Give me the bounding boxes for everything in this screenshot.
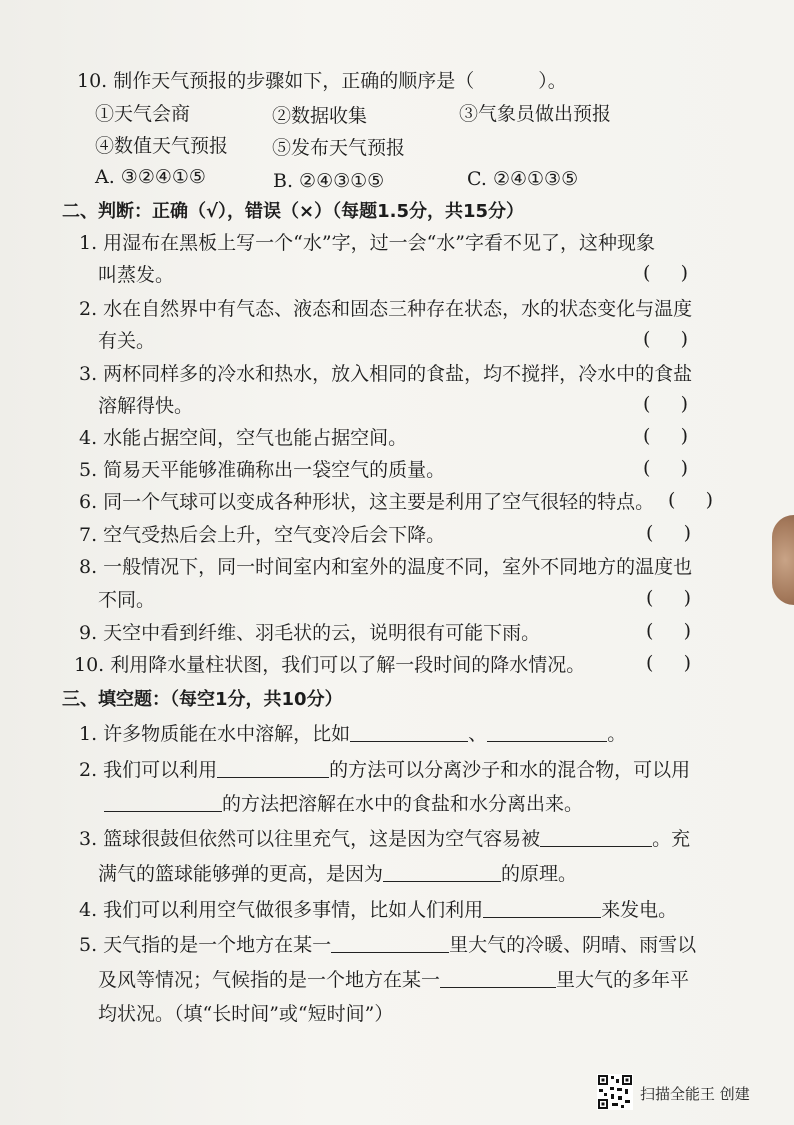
s3-q3-text-a: 3. 篮球很鼓但依然可以往里充气，这是因为空气容易被	[79, 828, 541, 850]
s3-q2-blank-1[interactable]	[217, 757, 329, 778]
s3-q2-line2	[104, 791, 583, 817]
s3-q5-blank-2[interactable]	[440, 967, 556, 988]
s2-q3-answer[interactable]: ( )	[643, 393, 689, 415]
s3-q2-text-a: 2. 我们可以利用	[79, 759, 218, 781]
q10-stem-text: 10. 制作天气预报的步骤如下，正确的顺序是（	[77, 70, 475, 92]
s2-q5-text: 5. 简易天平能够准确称出一袋空气的质量。	[79, 459, 446, 481]
s3-q2-text-c: 的方法把溶解在水中的食盐和水分离出来。	[222, 793, 584, 815]
s3-q4-blank-1[interactable]	[483, 897, 601, 918]
qr-code-icon	[597, 1074, 633, 1110]
s3-q4	[79, 897, 677, 923]
s3-q3-text-d: 的原理。	[501, 863, 578, 885]
q10-item-5: ⑤发布天气预报	[272, 137, 406, 159]
q10-stem	[77, 68, 567, 94]
section3-heading: 三、填空题：（每空1分，共10分）	[62, 689, 343, 710]
s3-q3-line2	[98, 861, 577, 887]
s3-q5-text-d: 里大气的多年平	[556, 969, 690, 991]
s2-q8-answer[interactable]: ( )	[646, 587, 692, 609]
s2-q2-line2: 有关。	[98, 330, 156, 352]
s3-q5-text-a: 5. 天气指的是一个地方在某一	[79, 934, 332, 956]
s2-q2-line1: 2. 水在自然界中有气态、液态和固态三种存在状态，水的状态变化与温度	[79, 298, 693, 320]
s3-q1-text-b: 、	[468, 723, 488, 745]
s2-q7-answer[interactable]: ( )	[646, 522, 692, 544]
s3-q3-text-c: 满气的篮球能够弹的更高，是因为	[98, 863, 384, 885]
s2-q8-line2: 不同。	[98, 589, 156, 611]
q10-item-4: ④数值天气预报	[95, 135, 229, 157]
s2-q3-line2: 溶解得快。	[98, 395, 194, 417]
s2-q6-answer[interactable]: ( )	[668, 489, 714, 511]
s3-q1-blank-1[interactable]	[350, 721, 468, 742]
s2-q1-line1: 1. 用湿布在黑板上写一个“水”字，过一会“水”字看不见了，这种现象	[79, 232, 656, 254]
s3-q5-line1	[79, 932, 696, 958]
s2-q8-line1: 8. 一般情况下，同一时间室内和室外的温度不同，室外不同地方的温度也	[79, 556, 693, 578]
section2-heading: 二、判断：正确（√），错误（×）（每题1.5分，共15分）	[62, 201, 525, 222]
s3-q3-text-b: 。充	[652, 828, 691, 850]
q10-choice-a: A. ③②④①⑤	[95, 166, 206, 188]
s3-q5-line3: 均状况。（填“长时间”或“短时间”）	[98, 1003, 394, 1025]
s2-q9-answer[interactable]: ( )	[646, 620, 692, 642]
s3-q2-line1	[79, 757, 690, 783]
scanner-watermark: 扫描全能王 创建	[640, 1085, 750, 1103]
s3-q5-line2	[98, 967, 689, 993]
s3-q4-text-b: 来发电。	[601, 899, 678, 921]
s3-q1	[79, 721, 626, 747]
s3-q1-blank-2[interactable]	[487, 721, 607, 742]
q10-item-2: ②数据收集	[272, 105, 368, 127]
q10-choice-b: B. ②④③①⑤	[273, 170, 385, 192]
s2-q4-answer[interactable]: ( )	[643, 425, 689, 447]
s2-q7-text: 7. 空气受热后会上升，空气变冷后会下降。	[79, 524, 446, 546]
s2-q10-text: 10. 利用降水量柱状图，我们可以了解一段时间的降水情况。	[74, 654, 586, 676]
s2-q10-answer[interactable]: ( )	[646, 652, 692, 674]
q10-stem-end: ）。	[538, 70, 567, 92]
s3-q3-blank-1[interactable]	[540, 826, 652, 847]
q10-choice-c: C. ②④①③⑤	[467, 168, 579, 190]
s2-q2-answer[interactable]: ( )	[643, 328, 689, 350]
s2-q5-answer[interactable]: ( )	[643, 457, 689, 479]
s2-q3-line1: 3. 两杯同样多的冷水和热水，放入相同的食盐，均不搅拌，冷水中的食盐	[79, 363, 693, 385]
s2-q9-text: 9. 天空中看到纤维、羽毛状的云，说明很有可能下雨。	[79, 622, 541, 644]
s2-q1-answer[interactable]: ( )	[643, 262, 689, 284]
s3-q4-text-a: 4. 我们可以利用空气做很多事情，比如人们利用	[79, 899, 484, 921]
finger-edge	[772, 515, 794, 605]
s3-q1-text-c: 。	[607, 723, 627, 745]
s2-q4-text: 4. 水能占据空间，空气也能占据空间。	[79, 427, 408, 449]
s3-q2-text-b: 的方法可以分离沙子和水的混合物，可以用	[329, 759, 691, 781]
s2-q1-line2: 叫蒸发。	[98, 264, 175, 286]
s3-q1-text-a: 1. 许多物质能在水中溶解，比如	[79, 723, 351, 745]
s3-q3-line1	[79, 826, 690, 852]
s3-q3-blank-2[interactable]	[383, 861, 501, 882]
s3-q5-text-c: 及风等情况；气候指的是一个地方在某一	[98, 969, 441, 991]
q10-item-1: ①天气会商	[95, 103, 191, 125]
s3-q5-blank-1[interactable]	[331, 932, 449, 953]
s2-q6-text: 6. 同一个气球可以变成各种形状，这主要是利用了空气很轻的特点。	[79, 491, 655, 513]
s3-q2-blank-2[interactable]	[104, 791, 222, 812]
s3-q5-text-b: 里大气的冷暖、阴晴、雨雪以	[449, 934, 697, 956]
q10-item-3: ③气象员做出预报	[459, 103, 612, 125]
